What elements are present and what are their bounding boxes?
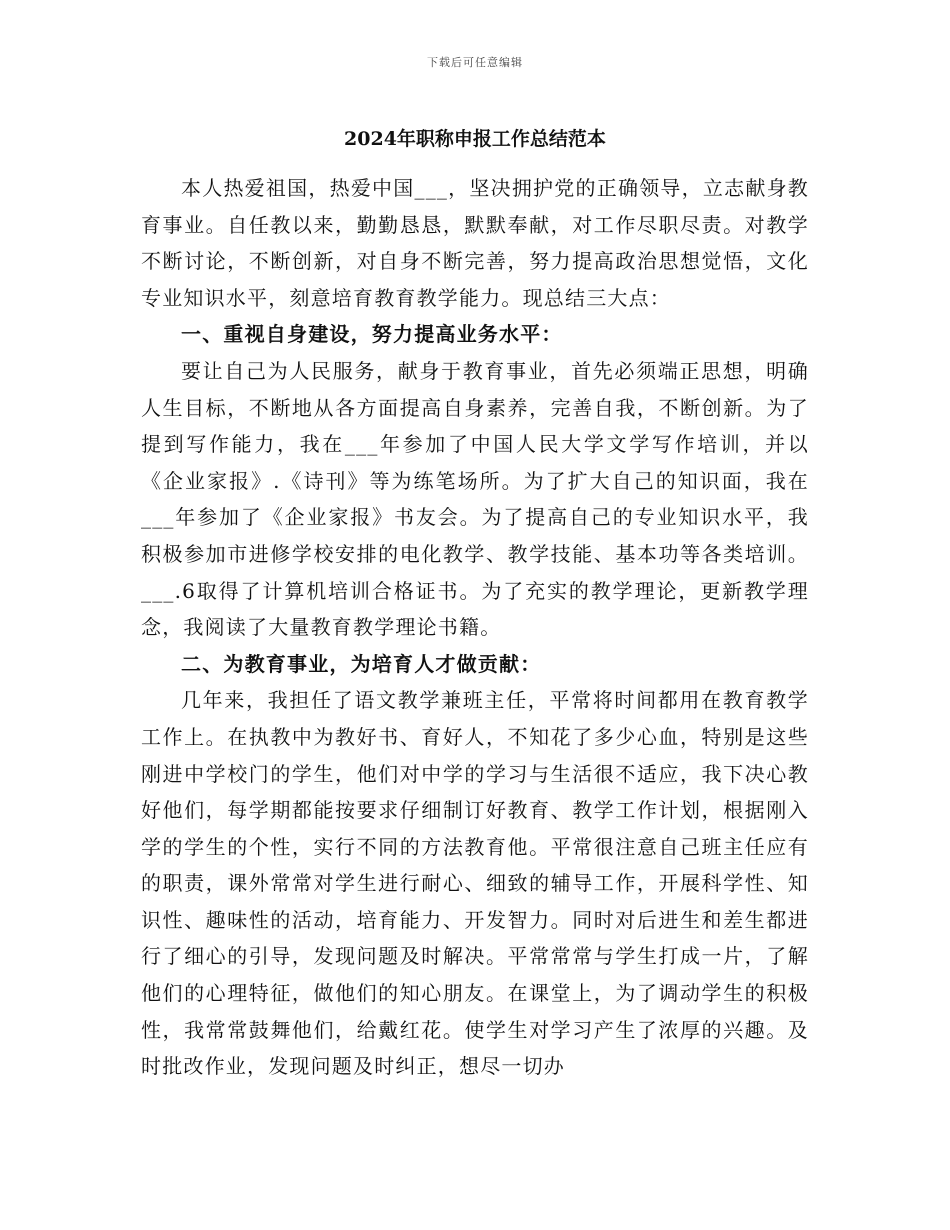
header-note: 下载后可任意编辑 bbox=[427, 56, 523, 69]
section-heading-2: 二、为教育事业，为培育人才做贡献： bbox=[181, 651, 542, 676]
intro-paragraph: 本人热爱祖国，热爱中国___，坚决拥护党的正确领导，立志献身教育事业。自任教以来，勤勤恳恳，默默奉献，对工作尽职尽责。对教学不断讨论，不断创新，对自身不断完善，努力提高政治思想觉悟，文化专业知识水平，刻意培育教育教学能力。现总结三大点： bbox=[141, 176, 809, 310]
document-title: 2024年职称申报工作总结范本 bbox=[344, 128, 606, 150]
document-body bbox=[141, 170, 809, 1085]
section-1-paragraph: 要让自己为人民服务，献身于教育事业，首先必须端正思想，明确人生目标，不断地从各方面提高自身素养，完善自我，不断创新。为了提到写作能力，我在___年参加了中国人民大学文学写作培训，并以《企业家报》.《诗刊》等为练笔场所。为了扩大自己的知识面，我在___年参加了《企业家报》书友会。为了提高自己的专业知识水平，我积极参加市进修学校安排的电化教学、教学技能、基本功等各类培训。___.6取得了计算机培训合格证书。为了充实的教学理论，更新教学理念，我阅读了大量教育教学理论书籍。 bbox=[141, 358, 809, 640]
section-2-paragraph: 几年来，我担任了语文教学兼班主任，平常将时间都用在教育教学工作上。在执教中为教好书、育好人，不知花了多少心血，特别是这些刚进中学校门的学生，他们对中学的学习与生活很不适应，我下决心教好他们，每学期都能按要求仔细制订好教育、教学工作计划，根据刚入学的学生的个性，实行不同的方法教育他。平常很注意自己班主任应有的职责，课外常常对学生进行耐心、细致的辅导工作，开展科学性、知识性、趣味性的活动，培育能力、开发智力。同时对后进生和差生都进行了细心的引导，发现问题及时解决。平常常常与学生打成一片，了解他们的心理特征，做他们的知心朋友。在课堂上，为了调动学生的积极性，我常常鼓舞他们，给戴红花。使学生对学习产生了浓厚的兴趣。及时批改作业，发现问题及时纠正，想尽一切办 bbox=[141, 688, 809, 1079]
section-heading-1: 一、重视自身建设，努力提高业务水平： bbox=[181, 322, 563, 347]
